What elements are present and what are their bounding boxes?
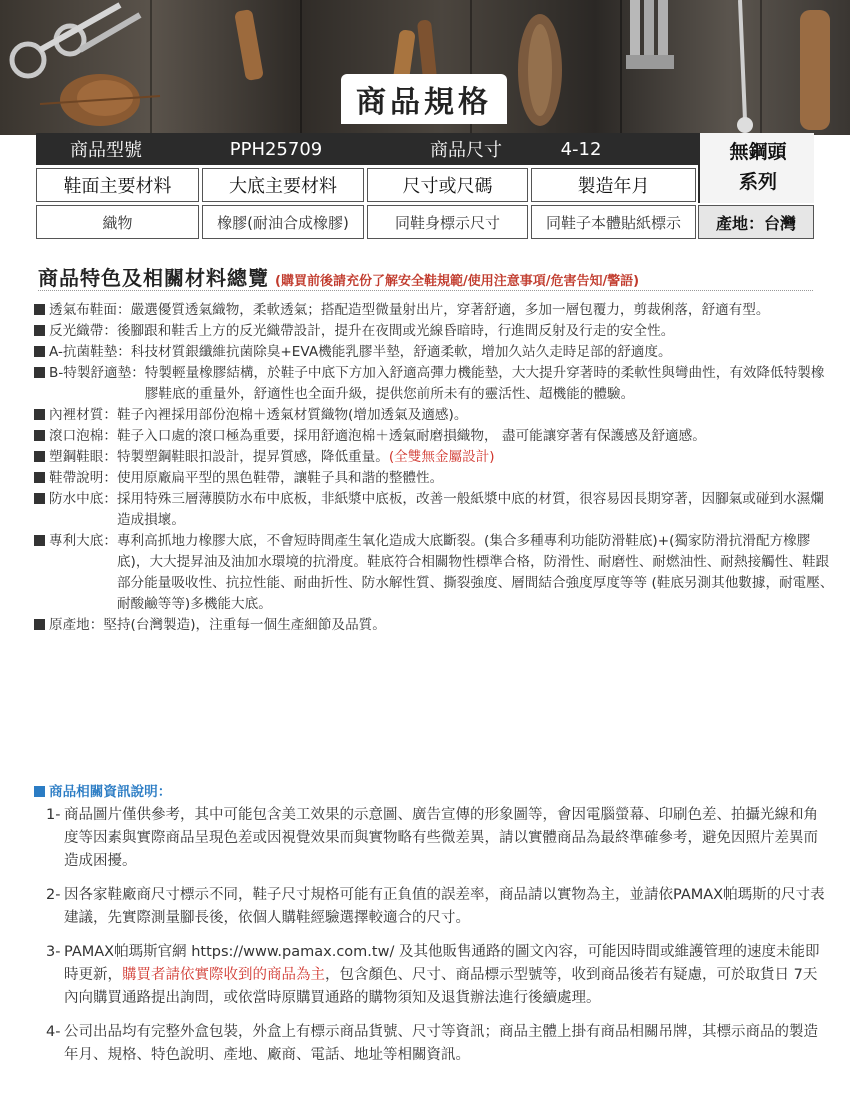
square-bullet-icon xyxy=(34,619,45,630)
note-text: 因各家鞋廠商尺寸標示不同，鞋子尺寸規格可能有正負值的誤差率，商品請以實物為主，並請依PAMAX帕瑪斯的尺寸表建議，先實際測量腳長後，依個人購鞋經驗選擇較適合的尺寸。 xyxy=(64,887,825,926)
feature-label: A-抗菌鞋墊： xyxy=(49,344,131,360)
feature-text: 鞋子入口處的滾口極為重要，採用舒適泡棉＋透氣耐磨損織物， 盡可能讓穿著有保護感及舒適感。 xyxy=(116,428,706,444)
manufacture-date-value: 同鞋子本體貼紙標示 xyxy=(531,205,696,239)
feature-list xyxy=(34,300,834,636)
size-value: 4-12 xyxy=(560,138,602,160)
spec-table xyxy=(36,133,814,239)
square-bullet-icon xyxy=(34,451,45,462)
feature-item xyxy=(34,363,834,405)
series-badge-line1: 無鋼頭 xyxy=(729,141,787,163)
feature-text: 專利高抓地力橡膠大底，不會短時間產生氧化造成大底斷裂。(集合多種專利功能防滑鞋底)+(獨家防滑抗滑配方橡膠底)，大大提昇油及油加水環境的抗滑度。鞋底符合相關物性標準合格，防滑性、耐磨性、耐燃油性、耐熱接觸性、鞋跟部分能量吸收性、抗拉性能、耐曲折性、防水解性質、撕裂強度、層間結合強度厚度等等 (鞋底另測其他數據，耐電壓、耐酸鹼等等)多機能大底。 xyxy=(116,533,834,612)
feature-highlight: (全雙無金屬設計) xyxy=(388,449,495,465)
note-number: 4- xyxy=(46,1024,61,1040)
spec-title-box xyxy=(341,74,507,124)
info-heading xyxy=(34,782,171,803)
info-heading-text: 商品相關資訊說明： xyxy=(49,784,172,800)
feature-label: 透氣布鞋面： xyxy=(49,302,131,318)
note-item xyxy=(46,1021,826,1067)
feature-item xyxy=(34,300,834,321)
feature-item xyxy=(34,531,834,615)
note-item xyxy=(46,884,826,930)
feature-text: 堅持(台灣製造)，注重每一個生產細節及品質。 xyxy=(103,617,386,633)
note-text: ，包含顏色、尺寸、商品標示型號等，收到商品後若有疑慮，可於取貨日 7天內向購買通路提出詢問，或依當時原購買通路的購物須知及退貨辦法進行後續處理。 xyxy=(64,967,818,1006)
section-title: 商品特色及相關材料總覽 xyxy=(38,266,269,290)
header-banner xyxy=(0,0,850,135)
upper-material-label: 鞋面主要材料 xyxy=(36,168,199,202)
feature-text: 嚴選優質透氣織物，柔軟透氣；搭配造型微量射出片，穿著舒適，多加一層包覆力，剪裁俐落，舒適有型。 xyxy=(130,302,770,318)
square-bullet-icon xyxy=(34,535,45,546)
feature-text: 後腳跟和鞋舌上方的反光織帶設計，提升在夜間或光線昏暗時，行進間反射及行走的安全性。 xyxy=(116,323,675,339)
feature-text: 採用特殊三層薄膜防水布中底板，非紙漿中底板，改善一般紙漿中底的材質，很容易因長期穿著，因腳氣或碰到水濕爛造成損壞。 xyxy=(116,491,824,528)
feature-label: 原產地： xyxy=(49,617,104,633)
note-item xyxy=(46,941,826,1010)
manufacture-date-label: 製造年月 xyxy=(531,168,696,202)
feature-item xyxy=(34,447,834,468)
feature-item xyxy=(34,489,834,531)
dotted-divider xyxy=(38,290,813,291)
note-text: 公司出品均有完整外盒包裝，外盒上有標示商品貨號、尺寸等資訊；商品主體上掛有商品相關吊牌，其標示商品的製造年月、規格、特色說明、產地、廠商、電話、地址等相關資訊。 xyxy=(64,1024,818,1063)
feature-item xyxy=(34,342,834,363)
square-bullet-icon xyxy=(34,430,45,441)
upper-material-value: 織物 xyxy=(36,205,199,239)
square-bullet-icon xyxy=(34,786,45,797)
size-or-code-label: 尺寸或尺碼 xyxy=(367,168,528,202)
feature-item xyxy=(34,426,834,447)
feature-label: 塑鋼鞋眼： xyxy=(49,449,117,465)
feature-label: 反光織帶： xyxy=(49,323,117,339)
square-bullet-icon xyxy=(34,409,45,420)
section-heading xyxy=(38,262,818,290)
square-bullet-icon xyxy=(34,367,45,378)
feature-text: 特製塑鋼鞋眼扣設計，提昇質感，降低重量。 xyxy=(116,449,389,465)
feature-text: 科技材質銀纖維抗菌除臭+EVA機能乳膠半墊，舒適柔軟，增加久站久走時足部的舒適度。 xyxy=(130,344,672,360)
note-text: 商品圖片僅供參考，其中可能包含美工效果的示意圖、廣告宣傳的形象圖等，會因電腦螢幕、印刷色差、拍攝光線和角度等因素與實際商品呈現色差或因視覺效果而與實物略有些微差異，請以實體商品為最終準確參考，避免因照片差異而造成困擾。 xyxy=(64,807,818,869)
series-badge-line2: 系列 xyxy=(738,171,777,193)
feature-item xyxy=(34,405,834,426)
info-notes xyxy=(46,804,826,1078)
note-number: 3- xyxy=(46,944,61,960)
series-badge xyxy=(698,133,814,203)
note-number: 1- xyxy=(46,807,61,823)
sole-material-label: 大底主要材料 xyxy=(202,168,364,202)
note-text: PAMAX帕瑪斯官網 https://www.pamax.com.tw/ 及其他販售通路的圖文內容，可能因時間或維護管理的速度未能即時更新， xyxy=(64,944,820,983)
note-number: 2- xyxy=(46,887,61,903)
model-label: 商品型號 xyxy=(70,140,142,161)
feature-label: 內裡材質： xyxy=(49,407,117,423)
square-bullet-icon xyxy=(34,493,45,504)
size-value-text: 同鞋身標示尺寸 xyxy=(367,205,528,239)
square-bullet-icon xyxy=(34,325,45,336)
feature-text: 特製輕量橡膠結構，於鞋子中底下方加入舒適高彈力機能墊，大大提升穿著時的柔軟性與彎曲性，有效降低特製橡膠鞋底的重量外，舒適性也全面升級，提供您前所未有的靈活性、超機能的體驗。 xyxy=(144,365,825,402)
square-bullet-icon xyxy=(34,304,45,315)
note-item xyxy=(46,804,826,873)
feature-label: B-特製舒適墊： xyxy=(49,365,145,381)
feature-text: 鞋子內裡採用部份泡棉＋透氣材質織物(增加透氣及適感)。 xyxy=(116,407,468,423)
size-label: 商品尺寸 xyxy=(430,140,502,161)
feature-item xyxy=(34,321,834,342)
feature-item xyxy=(34,615,834,636)
square-bullet-icon xyxy=(34,346,45,357)
square-bullet-icon xyxy=(34,472,45,483)
feature-label: 專利大底： xyxy=(49,533,117,549)
safety-notice: (購買前後請充份了解安全鞋規範/使用注意事項/危害告知/警語) xyxy=(275,274,640,289)
sole-material-value: 橡膠(耐油合成橡膠) xyxy=(202,205,364,239)
feature-label: 防水中底： xyxy=(49,491,117,507)
note-highlight: 購買者請依實際收到的商品為主 xyxy=(122,967,325,983)
feature-item xyxy=(34,468,834,489)
model-value: PPH25709 xyxy=(229,138,323,160)
feature-label: 鞋帶說明： xyxy=(49,470,117,486)
feature-text: 使用原廠扁平型的黑色鞋帶，讓鞋子具和諧的整體性。 xyxy=(116,470,444,486)
feature-label: 滾口泡棉： xyxy=(49,428,117,444)
origin-badge: 產地：台灣 xyxy=(698,205,814,239)
page-title: 商品規格 xyxy=(356,85,492,120)
